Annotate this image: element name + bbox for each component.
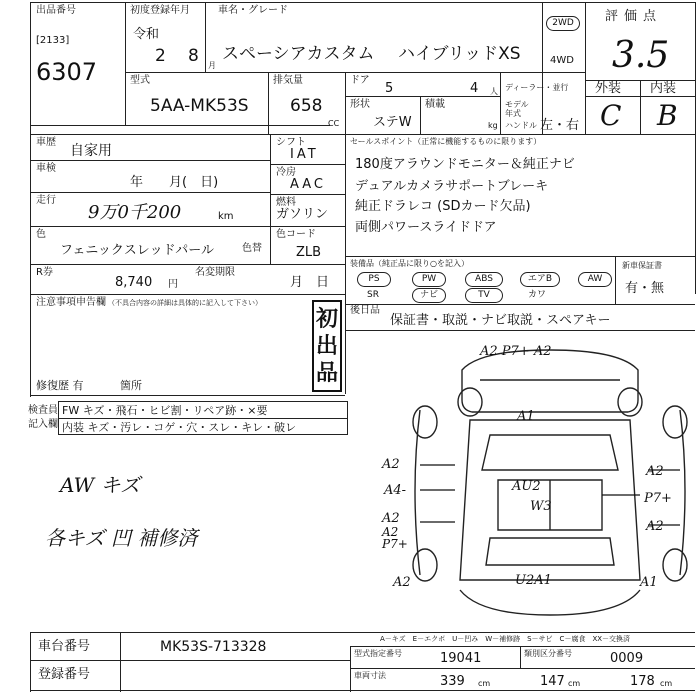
notes-small: （不具合内容の詳細は具体的に記入して下さい） bbox=[108, 299, 262, 307]
repair-history-unit: 箇所 bbox=[120, 379, 142, 392]
divider bbox=[500, 72, 501, 134]
reg-month: 8 bbox=[188, 46, 199, 66]
handle-value: 左・右 bbox=[540, 118, 580, 133]
lot-small: [2133] bbox=[36, 35, 70, 46]
reg-month-unit: 月 bbox=[208, 61, 216, 70]
divider bbox=[345, 304, 695, 305]
reg-year: 2 bbox=[155, 46, 166, 66]
door-value: 5 bbox=[385, 81, 394, 96]
height-value: 178 bbox=[630, 674, 655, 689]
divider bbox=[345, 330, 695, 331]
inspector-label: 検査員記入欄 bbox=[28, 405, 58, 430]
color-code-label: 色コード bbox=[276, 229, 316, 240]
damage-mark: A2 bbox=[382, 457, 400, 472]
divider bbox=[270, 164, 345, 165]
inspection-label: 車検 bbox=[36, 163, 56, 174]
damage-mark: A2 bbox=[646, 519, 664, 534]
frame-right bbox=[695, 2, 696, 294]
divider bbox=[30, 125, 330, 126]
color-label: 色 bbox=[36, 229, 46, 240]
score-value: 3.5 bbox=[612, 35, 670, 76]
damage-mark: P7+ bbox=[644, 491, 672, 506]
interior-label: 内装 bbox=[650, 81, 677, 96]
divider bbox=[30, 690, 695, 691]
title-change-label: 名変期限 bbox=[195, 267, 235, 278]
damage-mark: A2 bbox=[393, 575, 411, 590]
divider bbox=[350, 646, 351, 692]
fuel-label: 燃料 bbox=[276, 197, 296, 208]
drive-2wd: 2WD bbox=[546, 16, 580, 31]
divider bbox=[345, 72, 346, 134]
model-label: 型式 bbox=[130, 75, 150, 86]
equipment-label: 装備品（純正品に限り○を記入） bbox=[350, 259, 469, 268]
class-value: 0009 bbox=[610, 651, 644, 666]
divider bbox=[30, 264, 345, 265]
load-label: 積載 bbox=[425, 99, 445, 110]
damage-mark: A1 bbox=[517, 409, 535, 424]
frame-left bbox=[30, 2, 31, 397]
after-fit-label: 後日品 bbox=[350, 305, 380, 316]
shift-value: IAT bbox=[290, 147, 319, 162]
height-unit: cm bbox=[660, 679, 673, 688]
divider bbox=[58, 418, 348, 419]
history-label: 車歴 bbox=[36, 137, 56, 148]
equip-abs: ABS bbox=[465, 272, 503, 287]
divider bbox=[120, 632, 121, 692]
sales-point-item: 180度アラウンドモニター＆純正ナビ bbox=[355, 157, 575, 172]
damage-mark: A2 P7+ A2 bbox=[480, 344, 552, 359]
mileage-value: 9万0千200 bbox=[88, 202, 182, 223]
shape-label: 形状 bbox=[350, 99, 370, 110]
recycle-value: 8,740 bbox=[115, 275, 153, 290]
divider bbox=[268, 72, 269, 134]
era: 令和 bbox=[133, 27, 160, 42]
equip-sr: SR bbox=[367, 290, 379, 300]
sales-points-label: セールスポイント（正常に機能するものに限ります） bbox=[350, 137, 542, 146]
lot-label: 出品番号 bbox=[36, 5, 76, 16]
seats-unit: 人 bbox=[490, 87, 498, 96]
sales-point-item: 純正ドラレコ (SDカード欠品) bbox=[355, 199, 531, 214]
damage-mark: W3 bbox=[530, 499, 552, 514]
divider bbox=[30, 226, 345, 227]
divider bbox=[30, 294, 345, 295]
damage-mark: U2A1 bbox=[515, 573, 552, 588]
repair-history-label: 修復歴 有 bbox=[36, 379, 84, 392]
equip-aw: AW bbox=[578, 272, 612, 287]
first-reg-label: 初度登録年月 bbox=[130, 5, 190, 16]
length-unit: cm bbox=[478, 679, 491, 688]
divider bbox=[270, 194, 345, 195]
divider bbox=[30, 632, 31, 692]
dealer-label: ディーラー・並行 bbox=[505, 83, 569, 92]
chassis-value: MK53S-713328 bbox=[160, 639, 267, 655]
damage-mark: A1 bbox=[640, 575, 658, 590]
damage-legend: A－キズ E－エクボ U－凹み W－補修跡 S－サビ C－腐食 XX－交換済 bbox=[380, 635, 631, 643]
divider bbox=[30, 192, 270, 193]
divider bbox=[542, 2, 543, 134]
equip-airbag: エアB bbox=[520, 272, 560, 287]
divider bbox=[30, 395, 345, 396]
divider bbox=[345, 134, 346, 394]
ac-value: AAC bbox=[290, 177, 326, 192]
sales-point-item: 両側パワースライドドア bbox=[355, 220, 497, 235]
damage-mark: A2 P7+ bbox=[382, 525, 408, 551]
divider bbox=[125, 72, 585, 73]
divider bbox=[640, 80, 641, 134]
damage-mark: AU2 bbox=[512, 479, 541, 494]
model-year-label: モデル年式 bbox=[505, 100, 529, 118]
divider bbox=[350, 668, 695, 669]
fuel-value: ガソリン bbox=[276, 207, 329, 222]
after-fit-value: 保証書・取説・ナビ取説・スペアキー bbox=[390, 313, 611, 328]
divider bbox=[345, 96, 500, 97]
recycle-unit: 円 bbox=[168, 279, 178, 290]
length-label: 車両寸法 bbox=[354, 671, 386, 680]
length-value: 339 bbox=[440, 674, 465, 689]
equip-tv: TV bbox=[465, 288, 503, 303]
divider bbox=[270, 134, 271, 264]
divider bbox=[345, 256, 695, 257]
damage-mark: A4- bbox=[384, 483, 407, 498]
equip-ps: PS bbox=[357, 272, 391, 287]
damage-mark: A2 bbox=[646, 464, 664, 479]
title-change-value: 月 日 bbox=[290, 275, 330, 290]
seats-value: 4 bbox=[470, 81, 479, 96]
exterior-grade: C bbox=[600, 99, 622, 132]
handwritten-note-2: 各キズ 凹 補修済 bbox=[45, 526, 198, 550]
inspection-value: 年 月( 日) bbox=[130, 175, 219, 190]
interior-grade: B bbox=[657, 99, 678, 132]
type-cert-label: 型式指定番号 bbox=[354, 649, 402, 658]
divider bbox=[205, 2, 206, 72]
shift-label: シフト bbox=[276, 137, 306, 148]
divider bbox=[30, 160, 270, 161]
equip-pw: PW bbox=[412, 272, 446, 287]
registration-label: 登録番号 bbox=[38, 667, 91, 682]
damage-mark: A2 bbox=[382, 511, 400, 526]
shape-value: ステW bbox=[373, 115, 412, 130]
drive-4wd: 4WD bbox=[550, 55, 574, 66]
divider bbox=[615, 256, 616, 304]
divider bbox=[30, 134, 695, 135]
inspector-row2: 内装 キズ・汚レ・コゲ・穴・スレ・キレ・破レ bbox=[62, 421, 297, 434]
model-value: 5AA-MK53S bbox=[150, 96, 249, 116]
chassis-label: 車台番号 bbox=[38, 639, 91, 654]
frame-top bbox=[30, 2, 695, 3]
divider bbox=[30, 660, 350, 661]
cc-unit: CC bbox=[328, 119, 340, 128]
car-grade: ハイブリッドXS bbox=[398, 44, 521, 64]
car-name: スペーシアカスタム bbox=[222, 44, 375, 64]
load-unit: kg bbox=[488, 121, 498, 130]
equip-leather: カワ bbox=[528, 290, 547, 300]
divider bbox=[125, 2, 126, 125]
width-value: 147 bbox=[540, 674, 565, 689]
equip-navi: ナビ bbox=[412, 288, 446, 303]
door-label: ドア bbox=[350, 75, 370, 86]
mileage-unit: km bbox=[218, 211, 234, 222]
color-code-value: ZLB bbox=[296, 245, 322, 260]
exterior-label: 外装 bbox=[595, 81, 622, 96]
divider bbox=[520, 646, 521, 668]
score-label: 評価点 bbox=[605, 9, 663, 24]
notes-label: 注意事項申告欄 bbox=[36, 297, 106, 308]
color-change-label: 色替 bbox=[242, 243, 262, 254]
new-car-warranty-label: 新車保証書 bbox=[622, 261, 662, 270]
inspector-row1: FW キズ・飛石・ヒビ割・リペア跡・×要 bbox=[62, 404, 268, 417]
divider bbox=[350, 646, 695, 647]
sales-point-item: デュアルカメラサポートブレーキ bbox=[355, 179, 549, 194]
divider bbox=[30, 632, 695, 633]
recycle-label: R券 bbox=[36, 267, 53, 278]
name-label: 車名・グレード bbox=[218, 5, 288, 16]
mileage-label: 走行 bbox=[36, 195, 56, 206]
width-unit: cm bbox=[568, 679, 581, 688]
handwritten-note-1: AW キズ bbox=[60, 473, 141, 497]
divider bbox=[585, 2, 586, 134]
handle-label: ハンドル bbox=[505, 121, 537, 130]
new-car-warranty-value: 有・無 bbox=[625, 281, 665, 296]
cc-label: 排気量 bbox=[273, 75, 303, 86]
cc-value: 658 bbox=[290, 96, 323, 116]
color-value: フェニックスレッドパール bbox=[60, 243, 215, 258]
lot-number: 6307 bbox=[36, 58, 98, 86]
type-cert-value: 19041 bbox=[440, 651, 482, 666]
first-listing-stamp-text: 初出品 bbox=[316, 307, 339, 386]
divider bbox=[420, 96, 421, 134]
ac-label: 冷房 bbox=[276, 167, 296, 178]
history-value: 自家用 bbox=[70, 143, 112, 159]
class-label: 類別区分番号 bbox=[524, 649, 572, 658]
